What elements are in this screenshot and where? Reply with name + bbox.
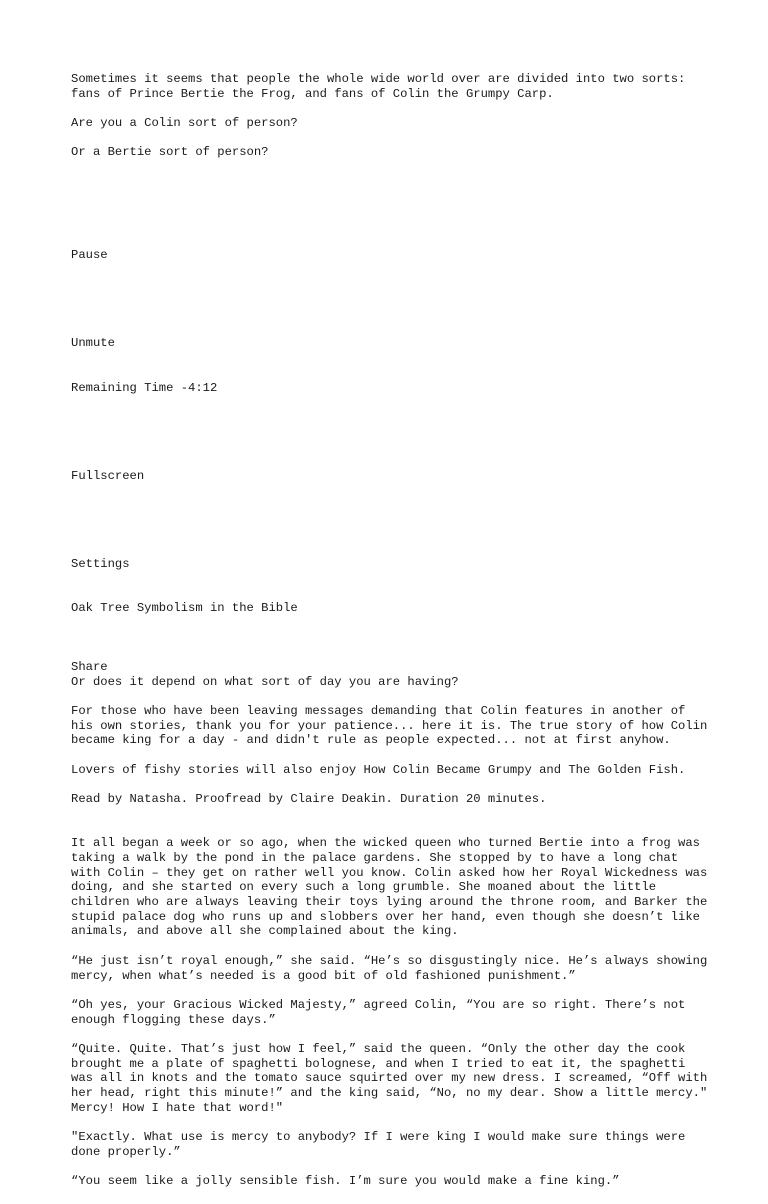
story-paragraph-5: "Exactly. What use is mercy to anybody? If I were king I would make sure things were done properly.” [71,1130,693,1159]
pause-button[interactable]: Pause [71,248,108,263]
related-video-title[interactable]: Oak Tree Symbolism in the Bible [71,601,298,616]
credits-paragraph: Read by Natasha. Proofread by Claire Deakin. Duration 20 minutes. [71,792,547,807]
fullscreen-button[interactable]: Fullscreen [71,468,145,483]
settings-button[interactable]: Settings [71,557,130,571]
body-paragraph-2: For those who have been leaving messages demanding that Colin features in another of his own stories, thank you for your patience... here it is. The true story of how Colin became king for a day - and didn't rule as people expected... not at first anyhow. [71,704,715,748]
share-button[interactable]: Share [71,659,108,674]
story-paragraph-1: It all began a week or so ago, when the wicked queen who turned Bertie into a frog was taking a walk by the pond in the palace gardens. She stopped by to have a long chat with Colin – they get on rather well you know. Colin asked how her Royal Wickedness was doing, and she started on every such a long grumble. She moaned about the little children who are always leaving their toys lying around the throne room, and Barker the stupid palace dog who runs up and slobbers over her hand, even though she doesn’t like animals, and above all she complained about the king. [71,836,715,939]
intro-paragraph-3: Or a Bertie sort of person? [71,145,269,160]
story-gap [71,822,711,837]
body-paragraph-3: Lovers of fishy stories will also enjoy How Colin Became Grumpy and The Golden Fish. [71,762,686,777]
intro-paragraph-2: Are you a Colin sort of person? [71,116,298,131]
remaining-time-display: Remaining Time -4:12 [71,380,218,395]
intro-paragraph-1: Sometimes it seems that people the whole wide world over are divided into two sorts: fans of Prince Bertie the Frog, and fans of Colin the Grumpy Carp. [71,72,693,101]
story-paragraph-6: “You seem like a jolly sensible fish. I’m sure you would make a fine king.” [71,1174,620,1189]
body-paragraph-1: Or does it depend on what sort of day you are having? [71,674,459,689]
story-paragraph-3: “Oh yes, your Gracious Wicked Majesty,” agreed Colin, “You are so right. There’s not enough flogging these days.” [71,997,693,1027]
video-player-controls [71,219,711,675]
document-page [71,72,715,1204]
story-paragraph-2: “He just isn’t royal enough,” she said. “He’s so disgustingly nice. He’s always showing mercy, when what’s needed is a good bit of old fashioned punishment.” [71,953,715,983]
story-paragraph-4: “Quite. Quite. That’s just how I feel,” said the queen. “Only the other day the cook brought me a plate of spaghetti bolognese, and when I tried to eat it, the spaghetti was all in knots and the tomato sauce squirted over my new dress. I screamed, “Off with her head, right this minute!” and the king said, “No, no my dear. Show a little mercy." Mercy! How I hate that word!" [71,1042,715,1115]
video-player-gap [71,175,711,219]
unmute-button[interactable]: Unmute [71,336,115,351]
